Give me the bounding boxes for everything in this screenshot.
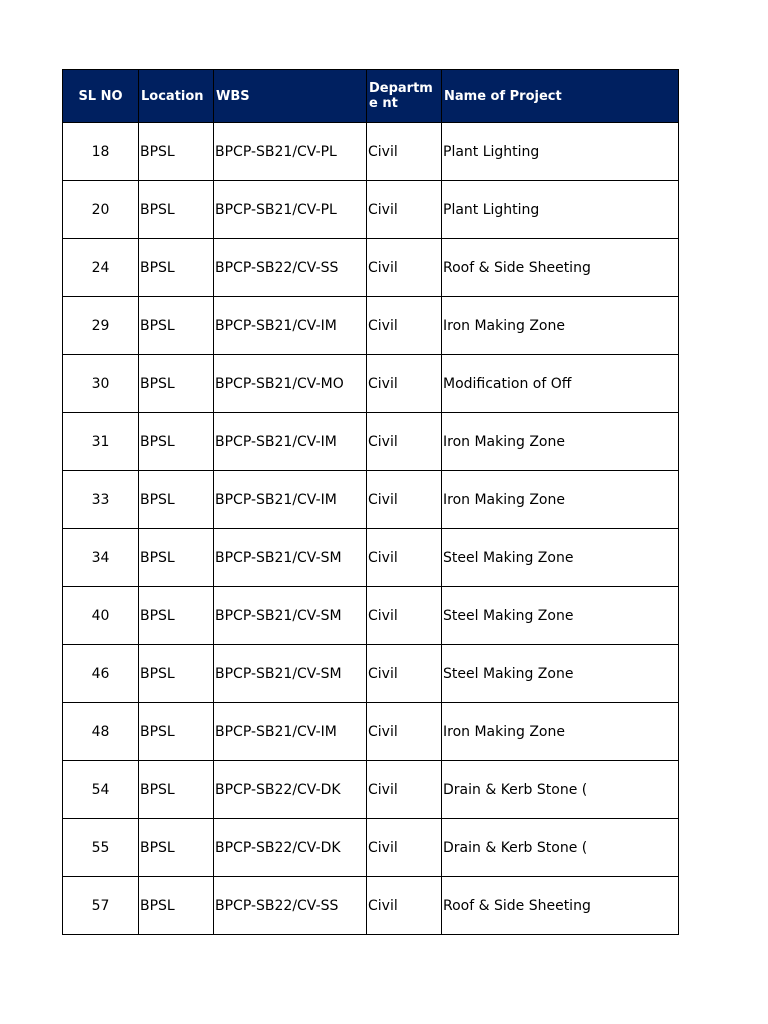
cell-wbs: BPCP-SB21/CV-MO — [214, 355, 367, 413]
cell-name-of-project: Iron Making Zone — [442, 703, 679, 761]
table-row — [63, 529, 679, 587]
table-row — [63, 413, 679, 471]
cell-location: BPSL — [139, 413, 214, 471]
cell-location: BPSL — [139, 123, 214, 181]
table-row — [63, 645, 679, 703]
cell-department: Civil — [367, 587, 442, 645]
cell-wbs: BPCP-SB22/CV-SS — [214, 239, 367, 297]
table-body — [63, 123, 679, 935]
cell-wbs: BPCP-SB21/CV-PL — [214, 123, 367, 181]
table-row — [63, 703, 679, 761]
header-sl-no: SL NO — [63, 70, 139, 123]
table-row — [63, 239, 679, 297]
header-name-of-project: Name of Project — [442, 70, 679, 123]
table-row — [63, 819, 679, 877]
cell-location: BPSL — [139, 239, 214, 297]
cell-wbs: BPCP-SB22/CV-DK — [214, 761, 367, 819]
header-wbs: WBS — [214, 70, 367, 123]
header-row — [63, 70, 679, 123]
cell-name-of-project: Steel Making Zone — [442, 529, 679, 587]
table-row — [63, 297, 679, 355]
cell-department: Civil — [367, 123, 442, 181]
cell-department: Civil — [367, 877, 442, 935]
cell-name-of-project: Iron Making Zone — [442, 413, 679, 471]
cell-department: Civil — [367, 297, 442, 355]
cell-department: Civil — [367, 819, 442, 877]
cell-name-of-project: Roof & Side Sheeting — [442, 877, 679, 935]
cell-location: BPSL — [139, 587, 214, 645]
table-row — [63, 355, 679, 413]
cell-sl-no: 18 — [63, 123, 139, 181]
cell-sl-no: 29 — [63, 297, 139, 355]
cell-name-of-project: Roof & Side Sheeting — [442, 239, 679, 297]
cell-location: BPSL — [139, 181, 214, 239]
cell-name-of-project: Steel Making Zone — [442, 645, 679, 703]
cell-wbs: BPCP-SB21/CV-IM — [214, 413, 367, 471]
cell-name-of-project: Drain & Kerb Stone ( — [442, 819, 679, 877]
cell-sl-no: 55 — [63, 819, 139, 877]
cell-sl-no: 34 — [63, 529, 139, 587]
project-table — [62, 69, 679, 935]
cell-wbs: BPCP-SB21/CV-IM — [214, 297, 367, 355]
cell-location: BPSL — [139, 355, 214, 413]
cell-name-of-project: Plant Lighting — [442, 123, 679, 181]
cell-department: Civil — [367, 761, 442, 819]
cell-department: Civil — [367, 703, 442, 761]
cell-sl-no: 20 — [63, 181, 139, 239]
cell-name-of-project: Drain & Kerb Stone ( — [442, 761, 679, 819]
cell-sl-no: 33 — [63, 471, 139, 529]
table-row — [63, 471, 679, 529]
cell-name-of-project: Iron Making Zone — [442, 471, 679, 529]
cell-location: BPSL — [139, 877, 214, 935]
cell-wbs: BPCP-SB21/CV-PL — [214, 181, 367, 239]
table-row — [63, 761, 679, 819]
table-row — [63, 181, 679, 239]
cell-sl-no: 30 — [63, 355, 139, 413]
table-row — [63, 123, 679, 181]
cell-wbs: BPCP-SB21/CV-IM — [214, 703, 367, 761]
cell-wbs: BPCP-SB21/CV-SM — [214, 587, 367, 645]
cell-wbs: BPCP-SB21/CV-SM — [214, 645, 367, 703]
cell-location: BPSL — [139, 645, 214, 703]
cell-name-of-project: Modification of Off — [442, 355, 679, 413]
cell-sl-no: 31 — [63, 413, 139, 471]
cell-wbs: BPCP-SB21/CV-IM — [214, 471, 367, 529]
cell-sl-no: 40 — [63, 587, 139, 645]
cell-location: BPSL — [139, 529, 214, 587]
cell-location: BPSL — [139, 819, 214, 877]
cell-location: BPSL — [139, 761, 214, 819]
header-department: Departme nt — [367, 70, 442, 123]
cell-sl-no: 54 — [63, 761, 139, 819]
table-row — [63, 877, 679, 935]
cell-department: Civil — [367, 645, 442, 703]
header-location: Location — [139, 70, 214, 123]
cell-wbs: BPCP-SB22/CV-SS — [214, 877, 367, 935]
cell-department: Civil — [367, 529, 442, 587]
cell-department: Civil — [367, 471, 442, 529]
cell-department: Civil — [367, 355, 442, 413]
cell-department: Civil — [367, 239, 442, 297]
cell-name-of-project: Plant Lighting — [442, 181, 679, 239]
cell-sl-no: 24 — [63, 239, 139, 297]
cell-wbs: BPCP-SB21/CV-SM — [214, 529, 367, 587]
cell-department: Civil — [367, 413, 442, 471]
cell-wbs: BPCP-SB22/CV-DK — [214, 819, 367, 877]
cell-sl-no: 48 — [63, 703, 139, 761]
cell-sl-no: 46 — [63, 645, 139, 703]
cell-sl-no: 57 — [63, 877, 139, 935]
table-row — [63, 587, 679, 645]
cell-department: Civil — [367, 181, 442, 239]
cell-name-of-project: Steel Making Zone — [442, 587, 679, 645]
cell-location: BPSL — [139, 297, 214, 355]
cell-location: BPSL — [139, 703, 214, 761]
cell-name-of-project: Iron Making Zone — [442, 297, 679, 355]
cell-location: BPSL — [139, 471, 214, 529]
